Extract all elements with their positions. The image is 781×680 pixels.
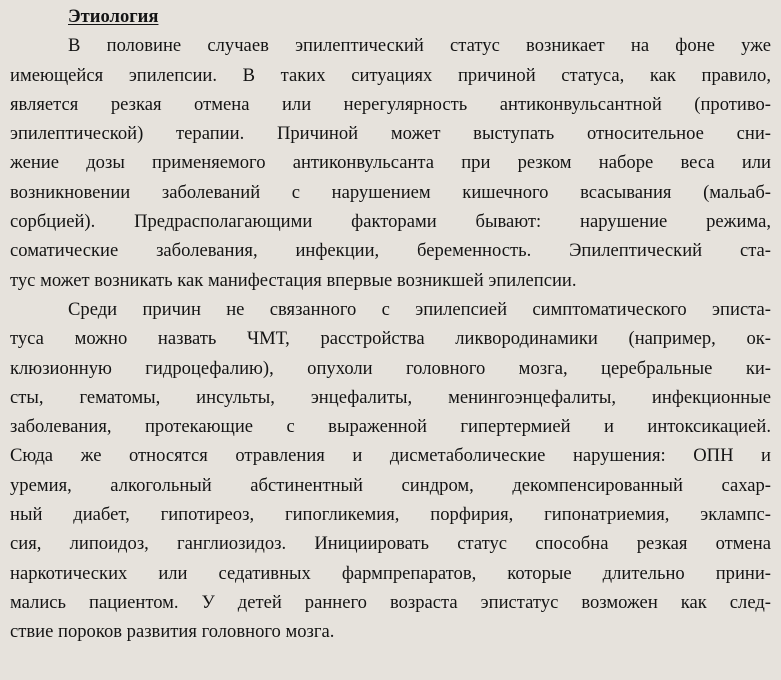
paragraph-line: ствие пороков развития головного мозга.	[10, 621, 335, 643]
paragraph-line: Среди причин не связанного с эпилепсией симптоматического эписта-	[68, 298, 771, 320]
paragraph-line: Сюда же относятся отравления и дисметаболические нарушения: ОПН и	[10, 445, 771, 467]
paragraph-line: является резкая отмена или нерегулярность антиконвульсантной (противо-	[10, 93, 771, 115]
paragraph-line: возникновении заболеваний с нарушением кишечного всасывания (мальаб-	[10, 181, 771, 203]
paragraph-line: мались пациентом. У детей раннего возраста эпистатус возможен как след-	[10, 591, 771, 613]
paragraph-line: сорбцией). Предрасполагающими факторами бывают: нарушение режима,	[10, 211, 771, 233]
paragraph-line: соматические заболевания, инфекции, беременность. Эпилептический ста-	[10, 240, 771, 262]
paragraph-line: заболевания, протекающие с выраженной гипертермией и интоксикацией.	[10, 416, 771, 438]
paragraph-line: клюзионную гидроцефалию), опухоли головного мозга, церебральные ки-	[10, 357, 771, 379]
paragraph-2	[10, 295, 771, 647]
paragraph-line: сия, липоидоз, ганглиозидоз. Инициировать статус способна резкая отмена	[10, 533, 771, 555]
paragraph-line: имеющейся эпилепсии. В таких ситуациях причиной статуса, как правило,	[10, 64, 771, 86]
paragraph-line: сты, гематомы, инсульты, энцефалиты, менингоэнцефалиты, инфекционные	[10, 386, 771, 408]
paragraph-line: ный диабет, гипотиреоз, гипогликемия, порфирия, гипонатриемия, эклампс-	[10, 504, 771, 526]
paragraph-1	[10, 31, 771, 295]
paragraph-line: наркотических или седативных фармпрепаратов, которые длительно прини-	[10, 562, 771, 584]
paragraph-line: В половине случаев эпилептический статус возникает на фоне уже	[68, 35, 771, 57]
paragraph-line: эпилептической) терапии. Причиной может выступать относительное сни-	[10, 123, 771, 145]
paragraph-line: жение дозы применяемого антиконвульсанта при резком наборе веса или	[10, 152, 771, 174]
paragraph-line: уремия, алкогольный абстинентный синдром, декомпенсированный сахар-	[10, 474, 771, 496]
paragraph-line: туса можно назвать ЧМТ, расстройства ликвородинамики (например, ок-	[10, 328, 771, 350]
section-heading: Этиология	[68, 6, 159, 27]
paragraph-line: тус может возникать как манифестация впервые возникшей эпилепсии.	[10, 269, 577, 291]
